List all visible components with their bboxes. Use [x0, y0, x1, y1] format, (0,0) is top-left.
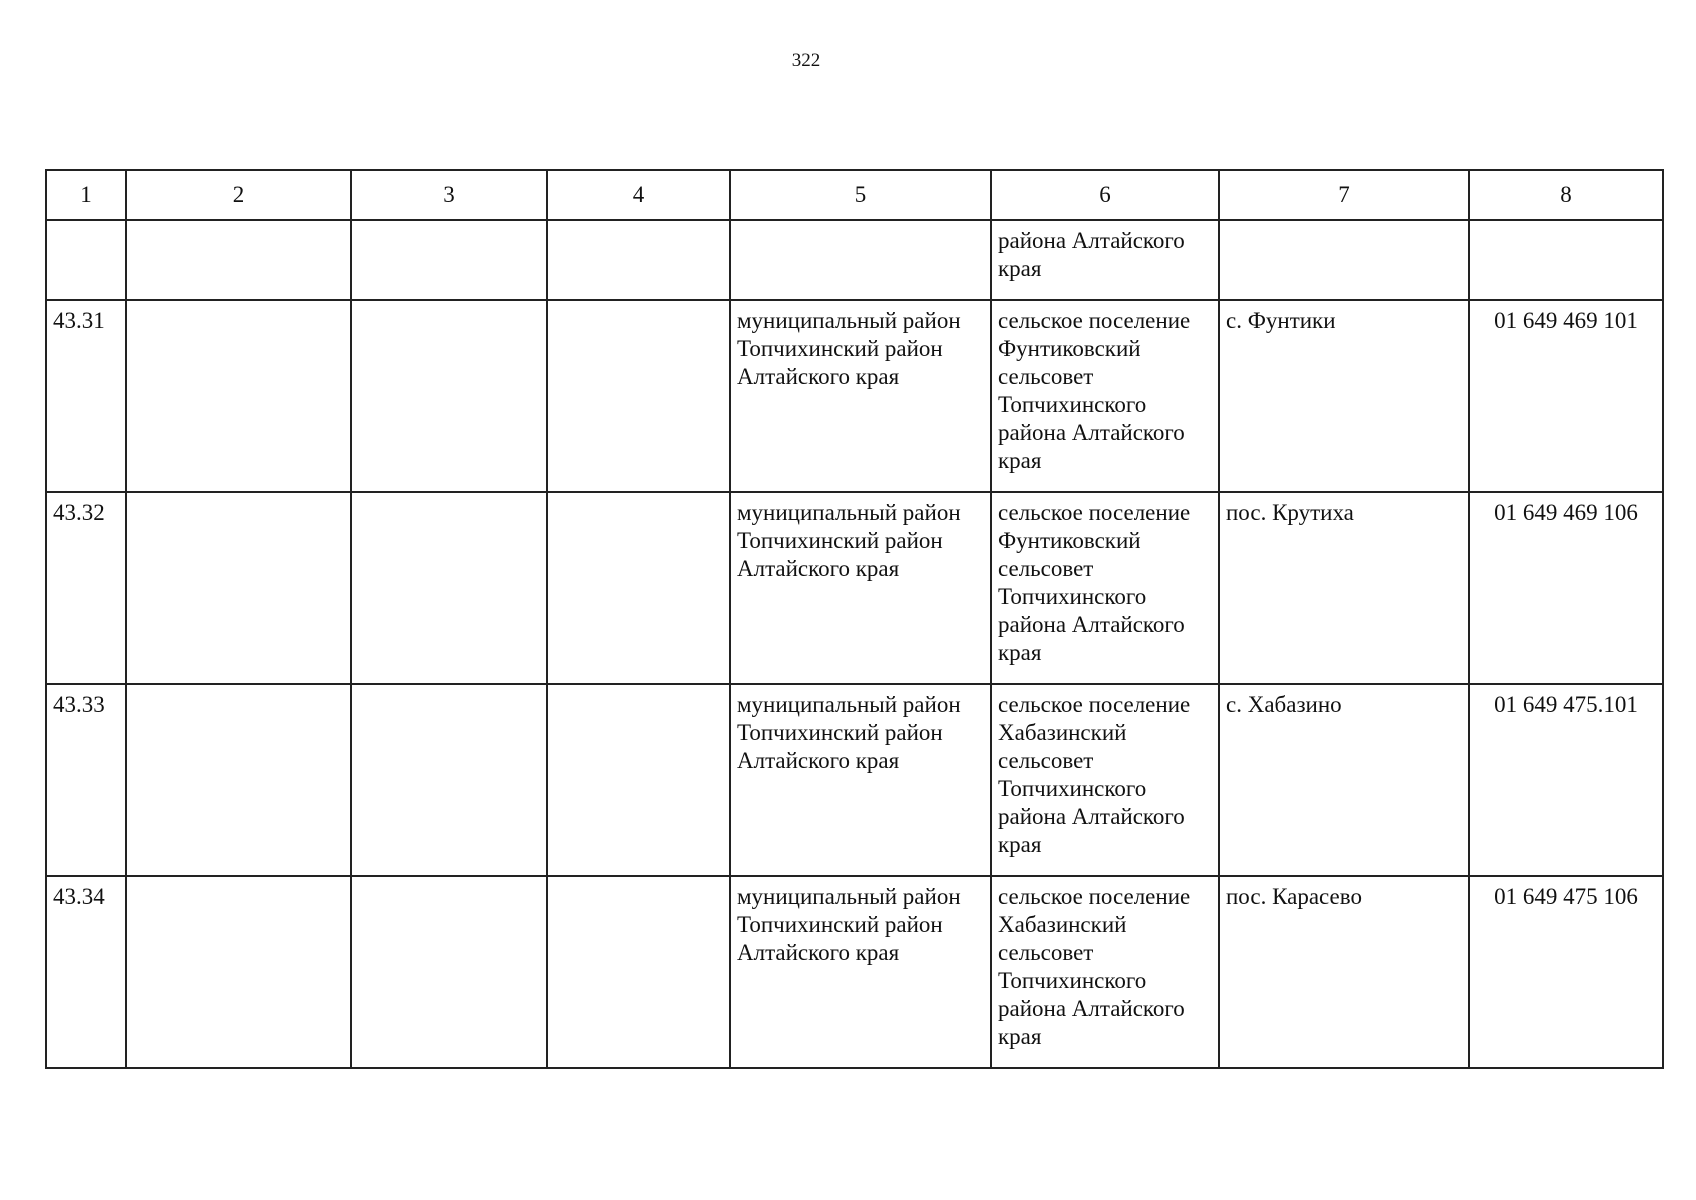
- header-row: [46, 170, 1663, 220]
- table-row: [46, 492, 1663, 684]
- column-header-3: 3: [351, 170, 547, 220]
- table-cell: [351, 684, 547, 876]
- table-cell: [126, 876, 351, 1068]
- settlement-cell: сельское поселение Хабазинский сельсовет Топчихинского района Алтайского края: [991, 876, 1219, 1068]
- row-number: 43.33: [46, 684, 126, 876]
- table-cell: [547, 300, 730, 492]
- table-cell: [1469, 220, 1663, 300]
- oktmo-code: 01 649 469 106: [1469, 492, 1663, 684]
- column-header-8: 8: [1469, 170, 1663, 220]
- settlement-cell: сельское поселение Фунтиковский сельсовет Топчихинского района Алтайского края: [991, 300, 1219, 492]
- table-cell: [547, 220, 730, 300]
- table-cell: [126, 684, 351, 876]
- page-number: 322: [791, 50, 821, 71]
- district-cell: муниципальный район Топчихинский район Алтайского края: [730, 876, 991, 1068]
- settlement-cell: сельское поселение Фунтиковский сельсовет Топчихинского района Алтайского края: [991, 492, 1219, 684]
- table-cell: [547, 492, 730, 684]
- table-cell: [547, 684, 730, 876]
- district-cell: муниципальный район Топчихинский район Алтайского края: [730, 300, 991, 492]
- oktmo-code: 01 649 475 106: [1469, 876, 1663, 1068]
- table-cell: [126, 492, 351, 684]
- column-header-7: 7: [1219, 170, 1469, 220]
- district-cell: муниципальный район Топчихинский район Алтайского края: [730, 684, 991, 876]
- table-cell: [351, 220, 547, 300]
- oktmo-code: 01 649 475.101: [1469, 684, 1663, 876]
- row-number: 43.32: [46, 492, 126, 684]
- table-cell: [351, 300, 547, 492]
- locality-cell: пос. Крутиха: [1219, 492, 1469, 684]
- column-header-6: 6: [991, 170, 1219, 220]
- table-cell: [351, 876, 547, 1068]
- district-cell: муниципальный район Топчихинский район Алтайского края: [730, 492, 991, 684]
- oktmo-code: 01 649 469 101: [1469, 300, 1663, 492]
- table-cell: [126, 220, 351, 300]
- column-header-5: 5: [730, 170, 991, 220]
- column-header-2: 2: [126, 170, 351, 220]
- table-cell: [126, 300, 351, 492]
- table-cell: [351, 492, 547, 684]
- column-header-1: 1: [46, 170, 126, 220]
- row-number: 43.31: [46, 300, 126, 492]
- settlement-cell: сельское поселение Хабазинский сельсовет Топчихинского района Алтайского края: [991, 684, 1219, 876]
- table-cell: [46, 220, 126, 300]
- locality-cell: с. Хабазино: [1219, 684, 1469, 876]
- table-cell: [730, 220, 991, 300]
- continuation-row: [46, 220, 1663, 300]
- table-row: [46, 300, 1663, 492]
- registry-table: [45, 169, 1664, 1069]
- table-cell: [547, 876, 730, 1068]
- table-row: [46, 684, 1663, 876]
- row-number: 43.34: [46, 876, 126, 1068]
- settlement-cell: района Алтайского края: [991, 220, 1219, 300]
- table-row: [46, 876, 1663, 1068]
- locality-cell: с. Фунтики: [1219, 300, 1469, 492]
- column-header-4: 4: [547, 170, 730, 220]
- locality-cell: пос. Карасево: [1219, 876, 1469, 1068]
- table-cell: [1219, 220, 1469, 300]
